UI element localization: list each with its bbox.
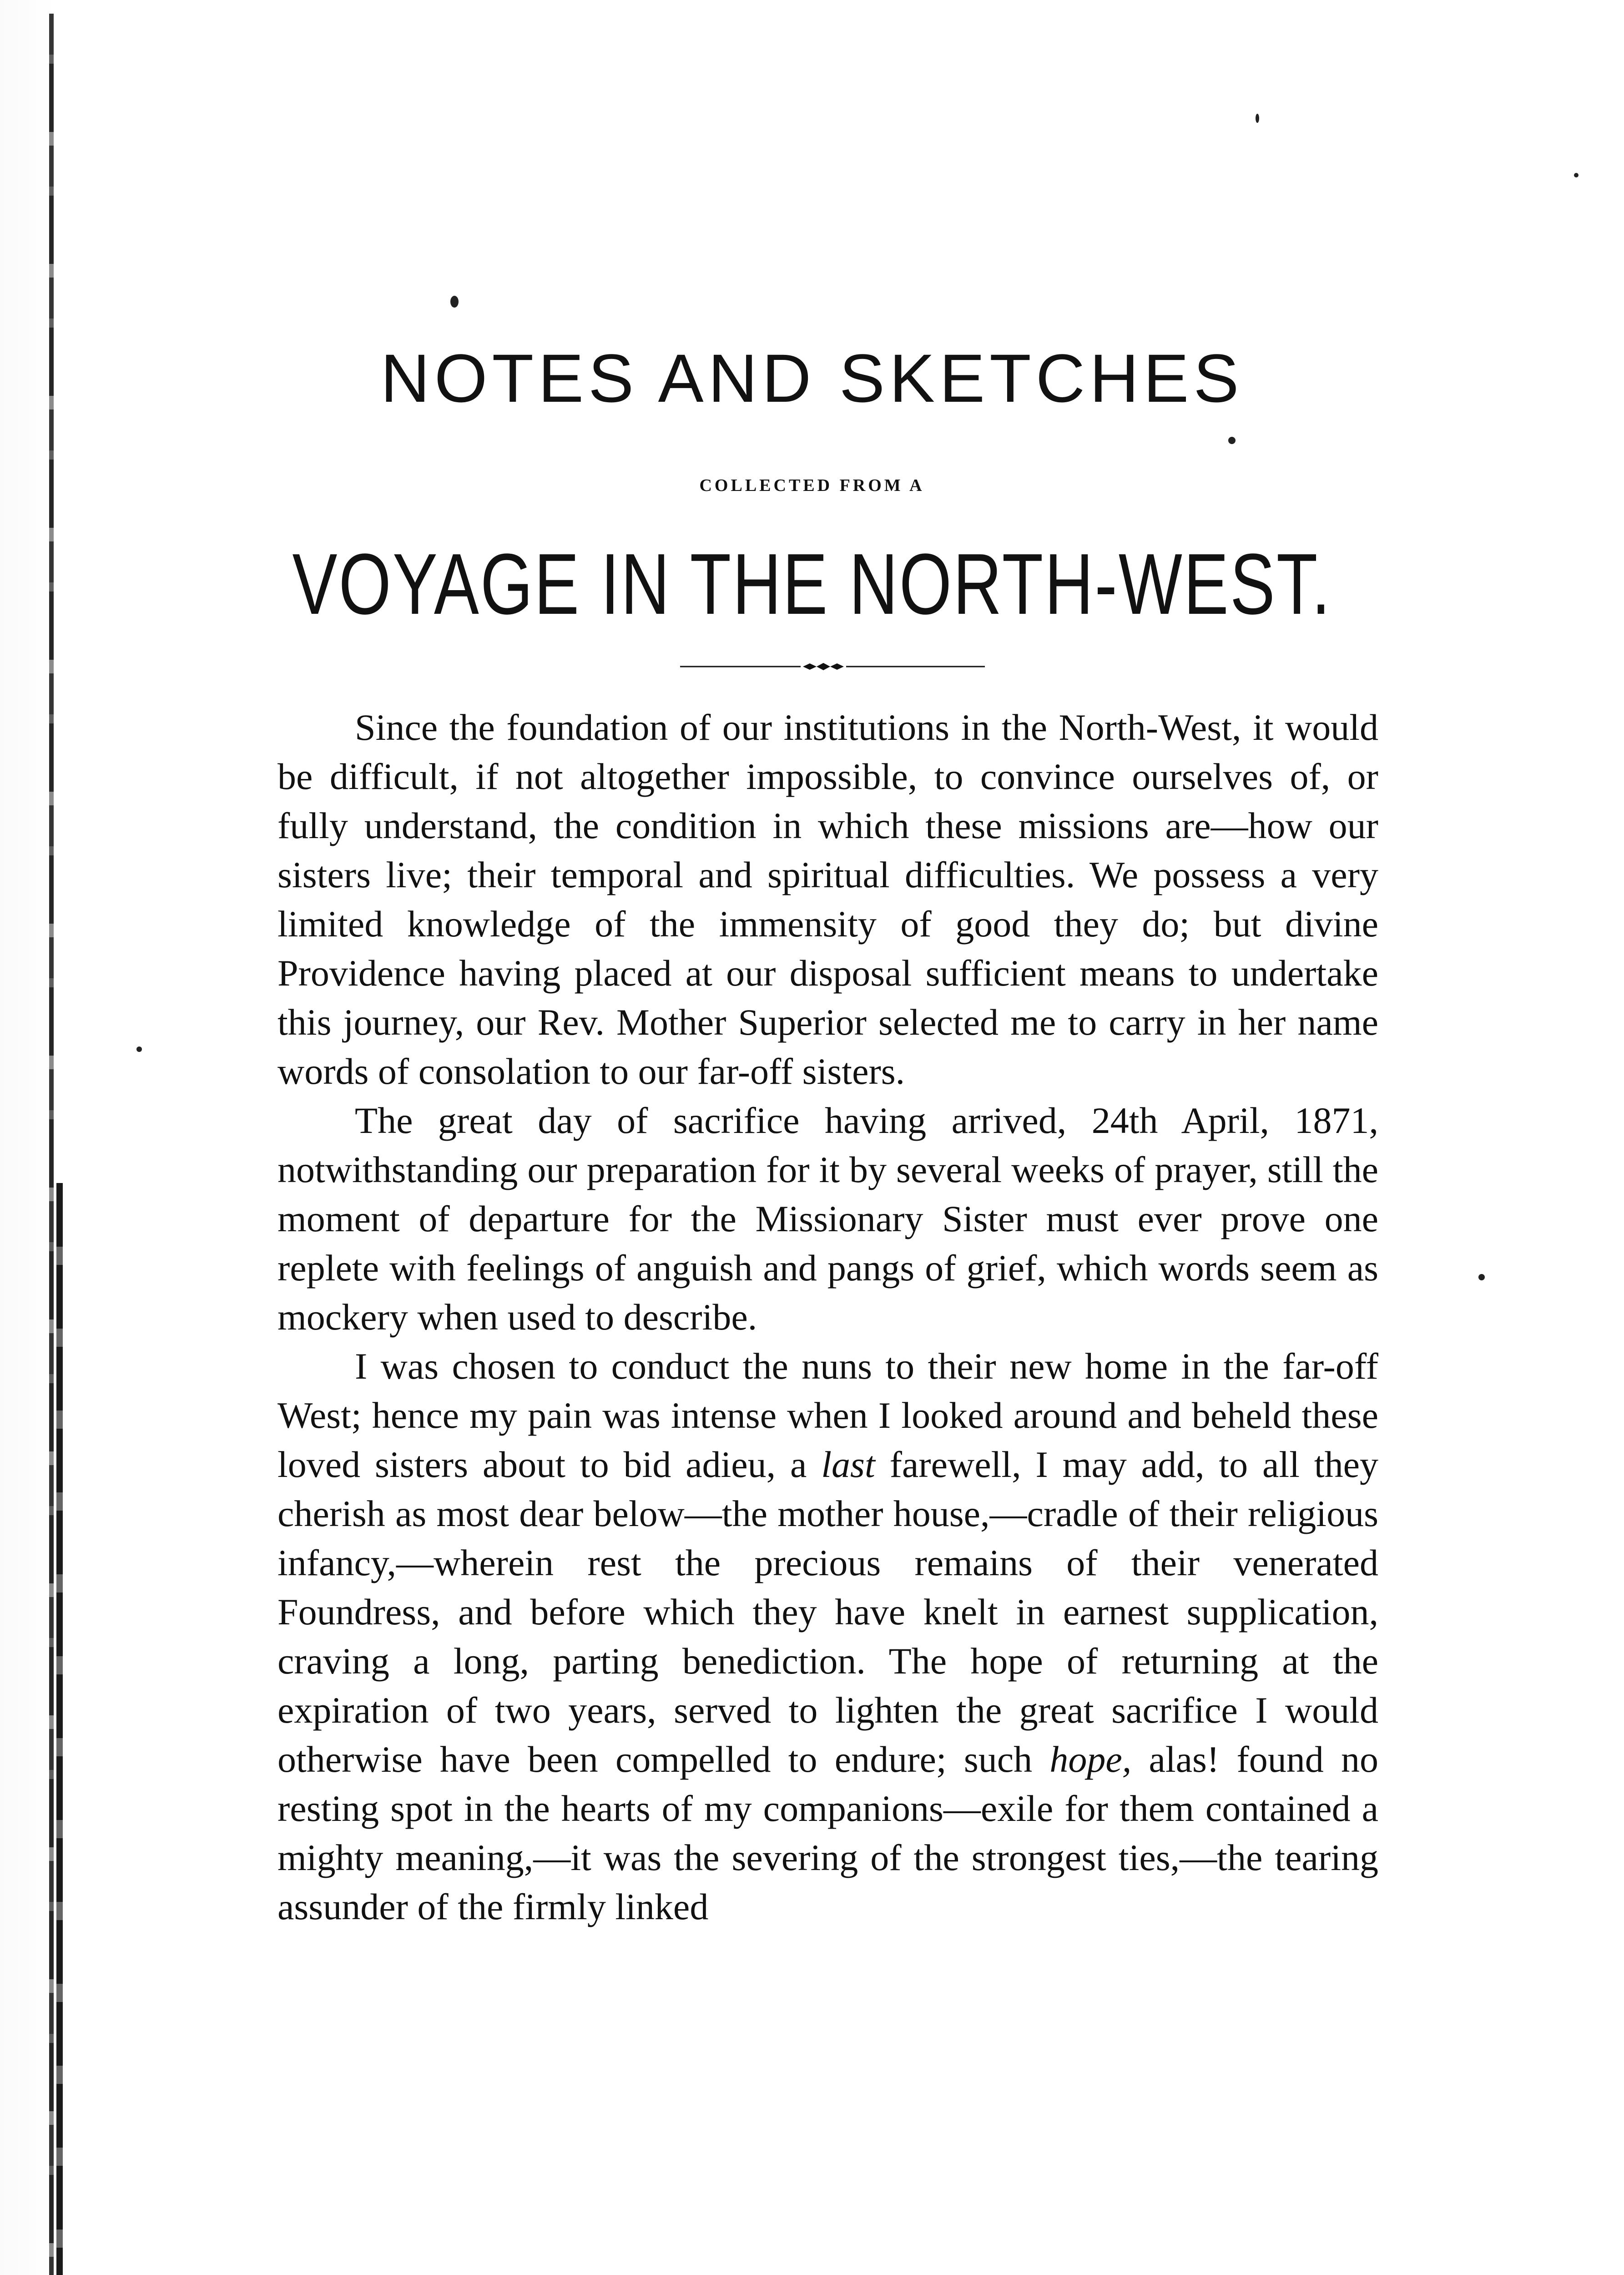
scan-speck [136, 1046, 142, 1052]
page-title: NOTES AND SKETCHES [380, 340, 1244, 416]
scan-speck [1478, 1274, 1485, 1280]
paragraph-3 [277, 1342, 1378, 1931]
page-subtitle: COLLECTED FROM A [699, 476, 925, 495]
scan-speck [1228, 437, 1236, 444]
emphasis-last: last [821, 1444, 875, 1485]
paragraph-1: Since the foundation of our institutions in the North-West, it would be difficult, if not altogether impossible, to convince ourselves of, or fully understand, the condition in which these missions are—how our sisters live; their temporal and spiritual difficulties. We possess a very limited knowledge of the immensity of good they do; but divine Providence having placed at our disposal sufficient means to undertake this journey, our Rev. Mother Superior selected me to carry in her name words of consolation to our far-off sisters. [277, 707, 1378, 1092]
binding-edge-line-lower [56, 1183, 63, 2275]
paragraph-2: The great day of sacrifice having arrived, 24th April, 1871, notwithstanding our preparation for it by several weeks of prayer, still the moment of departure for the Missionary Sister must ever prove one replete with feelings of anguish and pangs of grief, which words seem as mockery when used to describe. [277, 1100, 1378, 1338]
body-text [277, 703, 1378, 1931]
ornament-divider [680, 662, 985, 671]
emphasis-hope: hope, [1049, 1739, 1132, 1780]
scan-speck [1256, 114, 1259, 123]
main-heading: VOYAGE IN THE NORTH-WEST. [292, 536, 1332, 632]
paragraph-3-text-2: farewell, I may add, to all they cherish as most dear below—the mother house,—cradle of their religious infancy,—wherein rest the precious remains of their venerated Foundress, and before which they have knelt in earnest supplication, craving a long, parting benediction. The hope of returning at the expiration of two years, served to lighten the great sacrifice I would otherwise have been compelled to endure; such [277, 1444, 1378, 1780]
scan-speck [1574, 173, 1579, 177]
paragraph-3-text-1: I was chosen to conduct the nuns to their new home in the far-off West; hence my pain was intense when I looked around and beheld these loved sisters about to bid adieu, a [277, 1345, 1378, 1485]
paragraph-3-text-3: alas! found no resting spot in the hearts of my companions—exile for them contained a mighty meaning,—it was the severing of the strongest ties,—the tearing assunder of the firmly linked [277, 1739, 1378, 1927]
scan-speck [450, 296, 459, 308]
